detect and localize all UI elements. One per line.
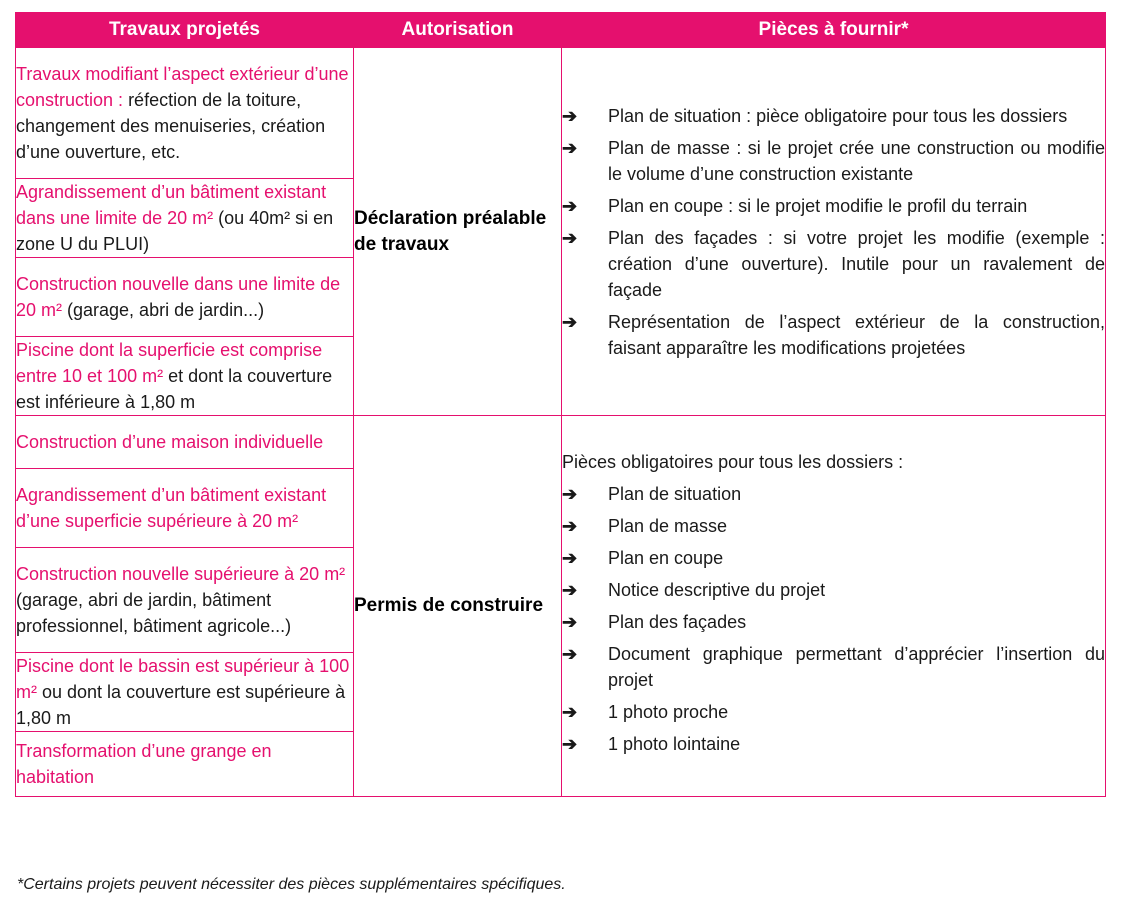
piece-text: Plan de situation : pièce obligatoire pour tous les dossiers xyxy=(608,105,1068,126)
header-pieces: Pièces à fournir* xyxy=(562,13,1106,48)
travaux-cell xyxy=(16,179,354,258)
travaux-cell xyxy=(16,469,354,548)
pieces-intro: Pièces obligatoires pour tous les dossiers : xyxy=(562,452,904,472)
header-travaux: Travaux projetés xyxy=(16,13,354,48)
footnote: *Certains projets peuvent nécessiter des pièces supplémentaires spécifiques. xyxy=(17,876,566,893)
piece-text: 1 photo lointaine xyxy=(608,734,741,754)
travaux-cell xyxy=(16,416,354,469)
piece-item xyxy=(562,513,1105,539)
piece-text: 1 photo proche xyxy=(608,702,729,722)
piece-text: Représentation de l’aspect extérieur de la construction, faisant apparaître les modifications projetées xyxy=(608,311,1105,358)
table-row xyxy=(16,48,1106,179)
travaux-highlight: Travaux modifiant l’aspect extérieur d’une construction : xyxy=(16,64,349,110)
arrow-right-icon: ➔ xyxy=(562,548,578,568)
travaux-detail: (garage, abri de jardin, bâtiment professionnel, bâtiment agricole...) xyxy=(16,590,292,636)
travaux-cell xyxy=(16,258,354,337)
arrow-right-icon: ➔ xyxy=(562,105,578,126)
arrow-right-icon: ➔ xyxy=(562,734,578,754)
piece-item xyxy=(562,699,1105,725)
piece-item xyxy=(562,225,1105,303)
travaux-highlight: Agrandissement d’un bâtiment existant dans une limite de 20 m² xyxy=(16,182,327,228)
pieces-cell-pc xyxy=(562,416,1106,797)
piece-item xyxy=(562,577,1105,603)
table-row xyxy=(16,416,1106,469)
travaux-highlight: Construction nouvelle dans une limite de 20 m² xyxy=(16,274,341,320)
travaux-cell xyxy=(16,337,354,416)
header-autorisation: Autorisation xyxy=(354,13,562,48)
arrow-right-icon: ➔ xyxy=(562,195,578,216)
table-header-row xyxy=(16,13,1106,48)
piece-text: Plan en coupe xyxy=(608,548,724,568)
authorization-dp: Déclaration préalable de travaux xyxy=(354,48,562,416)
travaux-detail: et dont la couverture est inférieure à 1,80 m xyxy=(16,366,333,412)
arrow-right-icon: ➔ xyxy=(562,137,578,158)
piece-text: Plan de masse : si le projet crée une construction ou modifie le volume d’une construction existante xyxy=(608,137,1105,184)
arrow-right-icon: ➔ xyxy=(562,227,578,248)
travaux-detail: réfection de la toiture, changement des menuiseries, création d’une ouverture, etc. xyxy=(16,90,326,162)
travaux-cell xyxy=(16,653,354,732)
arrow-right-icon: ➔ xyxy=(562,702,578,722)
piece-item xyxy=(562,545,1105,571)
authorization-pc: Permis de construire xyxy=(354,416,562,797)
piece-text: Plan en coupe : si le projet modifie le profil du terrain xyxy=(608,195,1028,216)
travaux-detail: (ou 40m² si en zone U du PLUI) xyxy=(16,208,334,254)
travaux-cell xyxy=(16,732,354,797)
travaux-highlight: Piscine dont le bassin est supérieur à 100 m² xyxy=(16,656,350,702)
travaux-cell xyxy=(16,548,354,653)
piece-text: Plan des façades : si votre projet les modifie (exemple : création d’une ouverture). Inutile pour un ravalement de façade xyxy=(608,227,1105,300)
arrow-right-icon: ➔ xyxy=(562,484,578,504)
authorization-table xyxy=(15,12,1106,797)
arrow-right-icon: ➔ xyxy=(562,644,578,664)
piece-text: Plan de situation xyxy=(608,484,742,504)
arrow-right-icon: ➔ xyxy=(562,311,578,332)
travaux-detail: ou dont la couverture est supérieure à 1,80 m xyxy=(16,682,346,728)
travaux-detail: (garage, abri de jardin...) xyxy=(62,300,265,320)
piece-text: Document graphique permettant d’apprécier l’insertion du projet xyxy=(608,644,1105,690)
piece-item xyxy=(562,103,1105,129)
pieces-cell-dp xyxy=(562,48,1106,416)
travaux-highlight: Agrandissement d’un bâtiment existant d’une superficie supérieure à 20 m² xyxy=(16,485,327,531)
travaux-highlight: Piscine dont la superficie est comprise entre 10 et 100 m² xyxy=(16,340,323,386)
piece-item xyxy=(562,609,1105,635)
pieces-list xyxy=(562,103,1105,361)
arrow-right-icon: ➔ xyxy=(562,612,578,632)
travaux-highlight: Transformation d’une grange en habitation xyxy=(16,741,272,787)
arrow-right-icon: ➔ xyxy=(562,516,578,536)
travaux-highlight: Construction d’une maison individuelle xyxy=(16,432,324,452)
travaux-highlight: Construction nouvelle supérieure à 20 m² xyxy=(16,564,346,584)
piece-item xyxy=(562,481,1105,507)
piece-text: Plan de masse xyxy=(608,516,728,536)
piece-item xyxy=(562,731,1105,757)
pieces-list xyxy=(562,481,1105,757)
piece-item xyxy=(562,135,1105,187)
piece-text: Plan des façades xyxy=(608,612,747,632)
piece-item xyxy=(562,641,1105,693)
piece-item xyxy=(562,193,1105,219)
arrow-right-icon: ➔ xyxy=(562,580,578,600)
piece-text: Notice descriptive du projet xyxy=(608,580,826,600)
travaux-cell xyxy=(16,48,354,179)
piece-item xyxy=(562,309,1105,361)
